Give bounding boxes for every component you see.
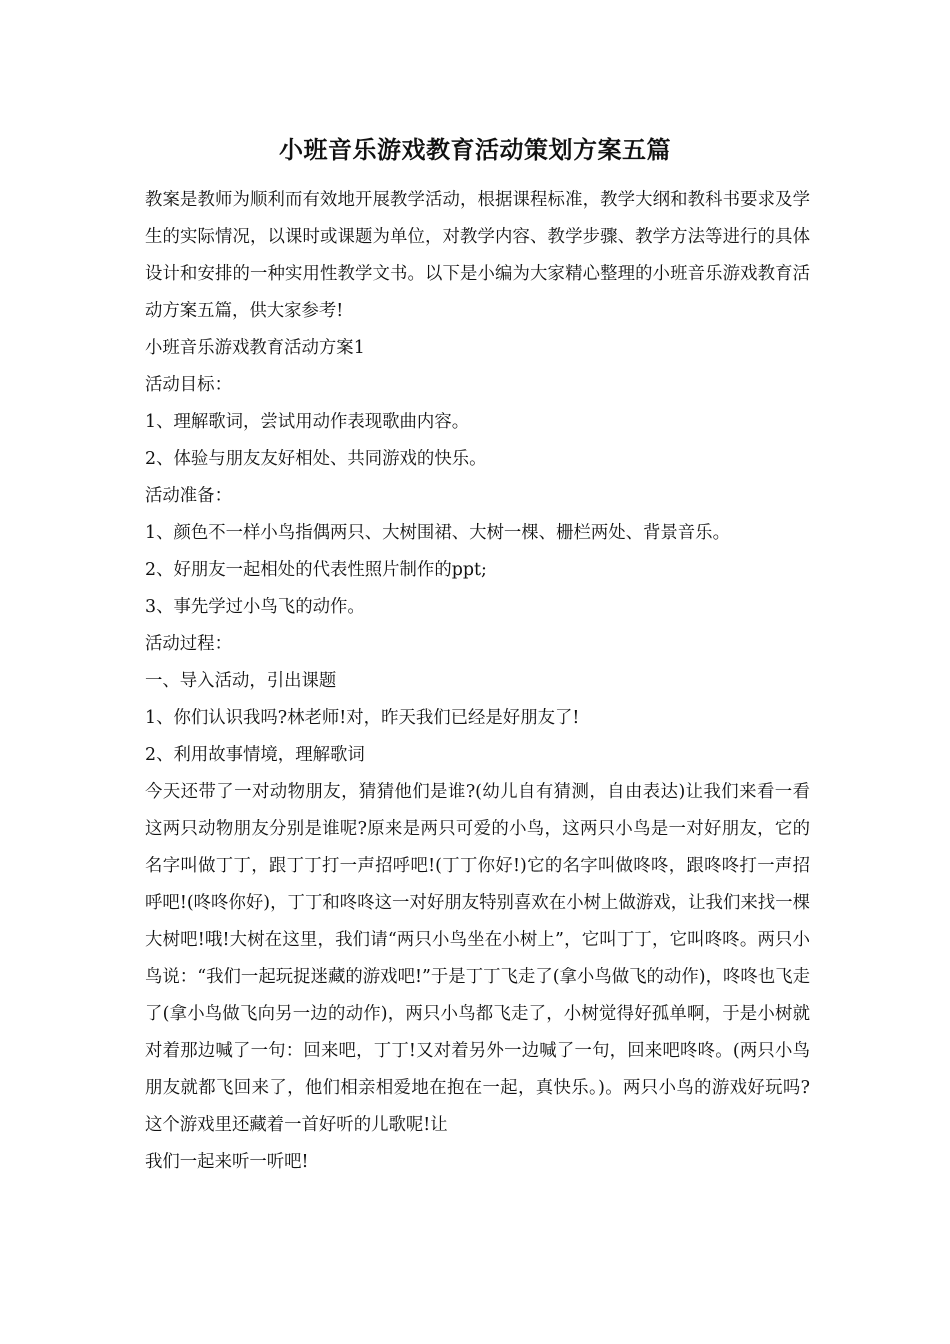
- goal-item: 1、理解歌词，尝试用动作表现歌曲内容。: [145, 412, 470, 432]
- story-paragraph: 今天还带了一对动物朋友，猜猜他们是谁?(幼儿自有猜测，自由表达)让我们来看一看这两只动物朋友分别是谁呢?原来是两只可爱的小鸟，这两只小鸟是一对好朋友，它的名字叫做丁丁，跟丁丁打一声招呼吧!(丁丁你好!)它的名字叫做咚咚，跟咚咚打一声招呼吧!(咚咚你好)，丁丁和咚咚这一对好朋友特别喜欢在小树上做游戏，让我们来找一棵大树吧!哦!大树在这里，我们请“两只小鸟坐在小树上”，它叫丁丁，它叫咚咚。两只小鸟说：“我们一起玩捉迷藏的游戏吧!”于是丁丁飞走了(拿小鸟做飞的动作)，咚咚也飞走了(拿小鸟做飞向另一边的动作)，两只小鸟都飞走了，小树觉得好孤单啊，于是小树就对着那边喊了一句：回来吧，丁丁!又对着另外一边喊了一句，回来吧咚咚。(两只小鸟朋友就都飞回来了，他们相亲相爱地在抱在一起，真快乐。)。两只小鸟的游戏好玩吗?这个游戏里还藏着一首好听的儿歌呢!让: [145, 782, 810, 1135]
- activity-goals-heading: 活动目标：: [145, 375, 232, 395]
- goal-item: 2、体验与朋友友好相处、共同游戏的快乐。: [145, 449, 487, 469]
- section-heading: 小班音乐游戏教育活动方案1: [145, 338, 365, 358]
- document-title: 小班音乐游戏教育活动策划方案五篇: [279, 135, 671, 164]
- prep-item: 3、事先学过小鸟飞的动作。: [145, 597, 365, 617]
- closing-line: 我们一起来听一听吧!: [145, 1152, 309, 1172]
- process-item: 2、利用故事情境，理解歌词: [145, 745, 365, 765]
- activity-process-heading: 活动过程：: [145, 634, 232, 654]
- document-body: [145, 182, 810, 1181]
- prep-item: 2、好朋友一起相处的代表性照片制作的ppt;: [145, 560, 487, 580]
- intro-paragraph: 教案是教师为顺利而有效地开展教学活动，根据课程标准，教学大纲和教科书要求及学生的实际情况，以课时或课题为单位，对教学内容、教学步骤、教学方法等进行的具体设计和安排的一种实用性教学文书。以下是小编为大家精心整理的小班音乐游戏教育活动方案五篇，供大家参考!: [145, 190, 810, 321]
- activity-prep-heading: 活动准备：: [145, 486, 232, 506]
- prep-item: 1、颜色不一样小鸟指偶两只、大树围裙、大树一棵、栅栏两处、背景音乐。: [145, 523, 730, 543]
- process-item: 1、你们认识我吗?林老师!对，昨天我们已经是好朋友了!: [145, 708, 580, 728]
- process-step-heading: 一、导入活动，引出课题: [145, 671, 337, 691]
